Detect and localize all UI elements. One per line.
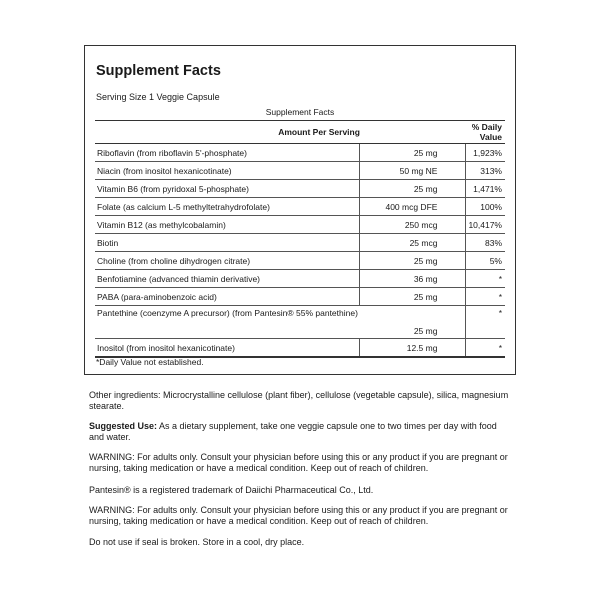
supplement-facts-panel bbox=[84, 45, 516, 375]
table-row bbox=[95, 288, 505, 306]
table-row bbox=[95, 198, 505, 216]
nutrient-dv: 5% bbox=[466, 252, 505, 270]
suggested-use-label: Suggested Use: bbox=[89, 421, 158, 431]
facts-table bbox=[95, 120, 505, 358]
nutrient-name: Niacin (from inositol hexanicotinate) bbox=[95, 162, 360, 180]
nutrient-amount: 400 mcg DFE bbox=[360, 198, 466, 216]
nutrient-dv: 10,417% bbox=[466, 216, 505, 234]
trademark-notice: Pantesin® is a registered trademark of Daiichi Pharmaceutical Co., Ltd. bbox=[89, 485, 374, 495]
header-spacer bbox=[360, 121, 466, 144]
nutrient-dv: 313% bbox=[466, 162, 505, 180]
nutrient-dv: 1,923% bbox=[466, 144, 505, 162]
nutrient-name: Vitamin B12 (as methylcobalamin) bbox=[95, 216, 360, 234]
table-row bbox=[95, 162, 505, 180]
table-row bbox=[95, 306, 505, 339]
nutrient-dv: 1,471% bbox=[466, 180, 505, 198]
nutrient-name: Inositol (from inositol hexanicotinate) bbox=[95, 339, 360, 358]
warning-primary: WARNING: For adults only. Consult your physician before using this or any product if you are pregnant or nursing, taking medication or have a medical condition. Keep out of reach of children. bbox=[89, 452, 508, 473]
nutrient-name: PABA (para-aminobenzoic acid) bbox=[95, 288, 360, 306]
nutrient-dv: * bbox=[466, 288, 505, 306]
suggested-use-text: As a dietary supplement, take one veggie capsule one to two times per day with food and water. bbox=[89, 421, 497, 442]
nutrient-name: Folate (as calcium L-5 methyltetrahydrofolate) bbox=[95, 198, 360, 216]
nutrient-amount: 25 mg bbox=[360, 144, 466, 162]
nutrient-dv: * bbox=[466, 270, 505, 288]
nutrient-amount: 25 mg bbox=[360, 288, 466, 306]
table-row bbox=[95, 234, 505, 252]
nutrient-name: Pantethine (coenzyme A precursor) (from Pantesin® 55% pantethine) bbox=[95, 306, 360, 339]
suggested-use bbox=[89, 421, 509, 443]
nutrient-name: Vitamin B6 (from pyridoxal 5-phosphate) bbox=[95, 180, 360, 198]
table-row bbox=[95, 339, 505, 358]
nutrient-amount: 50 mg NE bbox=[360, 162, 466, 180]
nutrient-amount: 25 mg bbox=[360, 180, 466, 198]
panel-title: Supplement Facts bbox=[96, 63, 221, 79]
daily-value-note: *Daily Value not established. bbox=[96, 357, 204, 367]
nutrient-dv: 83% bbox=[466, 234, 505, 252]
nutrient-amount: 25 mg bbox=[360, 306, 466, 339]
table-row bbox=[95, 216, 505, 234]
warning-secondary: WARNING: For adults only. Consult your physician before using this or any product if you are pregnant or nursing, taking medication or have a medical condition. Keep out of reach of children. bbox=[89, 505, 508, 526]
nutrient-name: Choline (from choline dihydrogen citrate) bbox=[95, 252, 360, 270]
nutrient-name: Riboflavin (from riboflavin 5'-phosphate) bbox=[95, 144, 360, 162]
nutrient-dv: * bbox=[466, 306, 505, 339]
table-caption: Supplement Facts bbox=[265, 107, 335, 117]
table-header-row bbox=[95, 121, 505, 144]
nutrient-amount: 12.5 mg bbox=[360, 339, 466, 358]
storage-instructions: Do not use if seal is broken. Store in a cool, dry place. bbox=[89, 537, 305, 547]
nutrient-amount: 25 mcg bbox=[360, 234, 466, 252]
nutrient-name: Biotin bbox=[95, 234, 360, 252]
table-row bbox=[95, 144, 505, 162]
header-amount-per-serving: Amount Per Serving bbox=[95, 121, 360, 144]
nutrient-dv: * bbox=[466, 339, 505, 358]
table-row bbox=[95, 252, 505, 270]
nutrient-amount: 36 mg bbox=[360, 270, 466, 288]
table-row bbox=[95, 270, 505, 288]
nutrient-amount: 250 mcg bbox=[360, 216, 466, 234]
other-ingredients: Other ingredients: Microcrystalline cellulose (plant fiber), cellulose (vegetable capsule), silica, magnesium stearate. bbox=[89, 390, 509, 411]
nutrient-dv: 100% bbox=[466, 198, 505, 216]
serving-size: Serving Size 1 Veggie Capsule bbox=[96, 92, 220, 102]
nutrient-name: Benfotiamine (advanced thiamin derivative) bbox=[95, 270, 360, 288]
nutrient-amount: 25 mg bbox=[360, 252, 466, 270]
table-row bbox=[95, 180, 505, 198]
header-daily-value: % Daily Value bbox=[466, 121, 505, 144]
